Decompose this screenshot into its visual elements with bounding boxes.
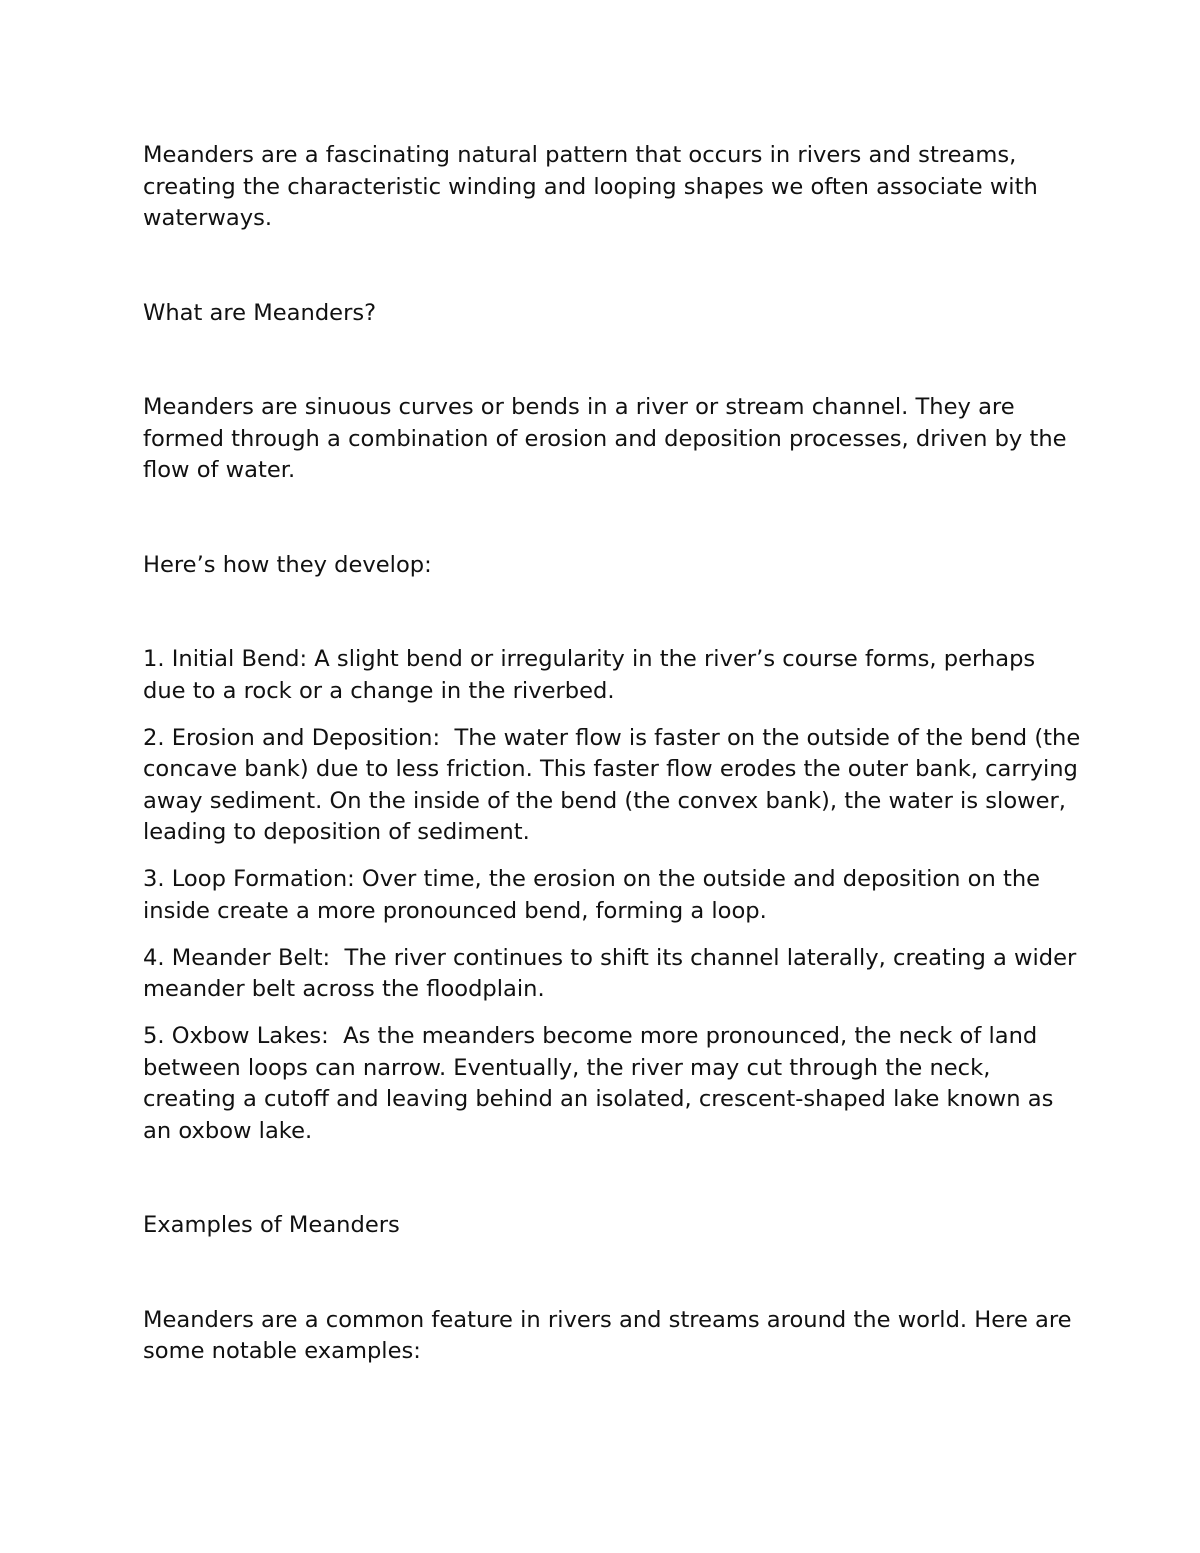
step-item-4: 4. Meander Belt: The river continues to shift its channel laterally, creating a wider meander belt across the floodplain. (143, 944, 1077, 1003)
step-item-2: 2. Erosion and Deposition: The water flow is faster on the outside of the bend (the concave bank) due to less friction. This faster flow erodes the outer bank, carrying away sediment. On the inside of the bend (the convex bank), the water is slower, leading to deposition of sediment. (143, 724, 1081, 846)
heading-examples: Examples of Meanders (143, 1212, 400, 1239)
develop-intro: Here’s how they develop: (143, 551, 432, 578)
examples-intro: Meanders are a common feature in rivers and streams around the world. Here are some notable examples: (143, 1306, 1072, 1365)
step-item-3: 3. Loop Formation: Over time, the erosion on the outside and deposition on the inside create a more pronounced bend, forming a loop. (143, 866, 1041, 924)
intro-paragraph: Meanders are a fascinating natural pattern that occurs in rivers and streams, creating the characteristic winding and looping shapes we often associate with waterways. (143, 142, 1038, 231)
definition-paragraph: Meanders are sinuous curves or bends in a river or stream channel. They are formed through a combination of erosion and deposition processes, driven by the flow of water. (143, 394, 1067, 483)
step-item-1: 1. Initial Bend: A slight bend or irregularity in the river’s course forms, perhaps due to a rock or a change in the riverbed. (143, 646, 1036, 704)
step-item-5: 5. Oxbow Lakes: As the meanders become more pronounced, the neck of land between loops can narrow. Eventually, the river may cut through the neck, creating a cutoff and leaving behind an isolated, crescent-shaped lake known as an oxbow lake. (143, 1023, 1054, 1144)
document-body (143, 140, 1083, 1368)
heading-what-are-meanders: What are Meanders? (143, 299, 377, 326)
